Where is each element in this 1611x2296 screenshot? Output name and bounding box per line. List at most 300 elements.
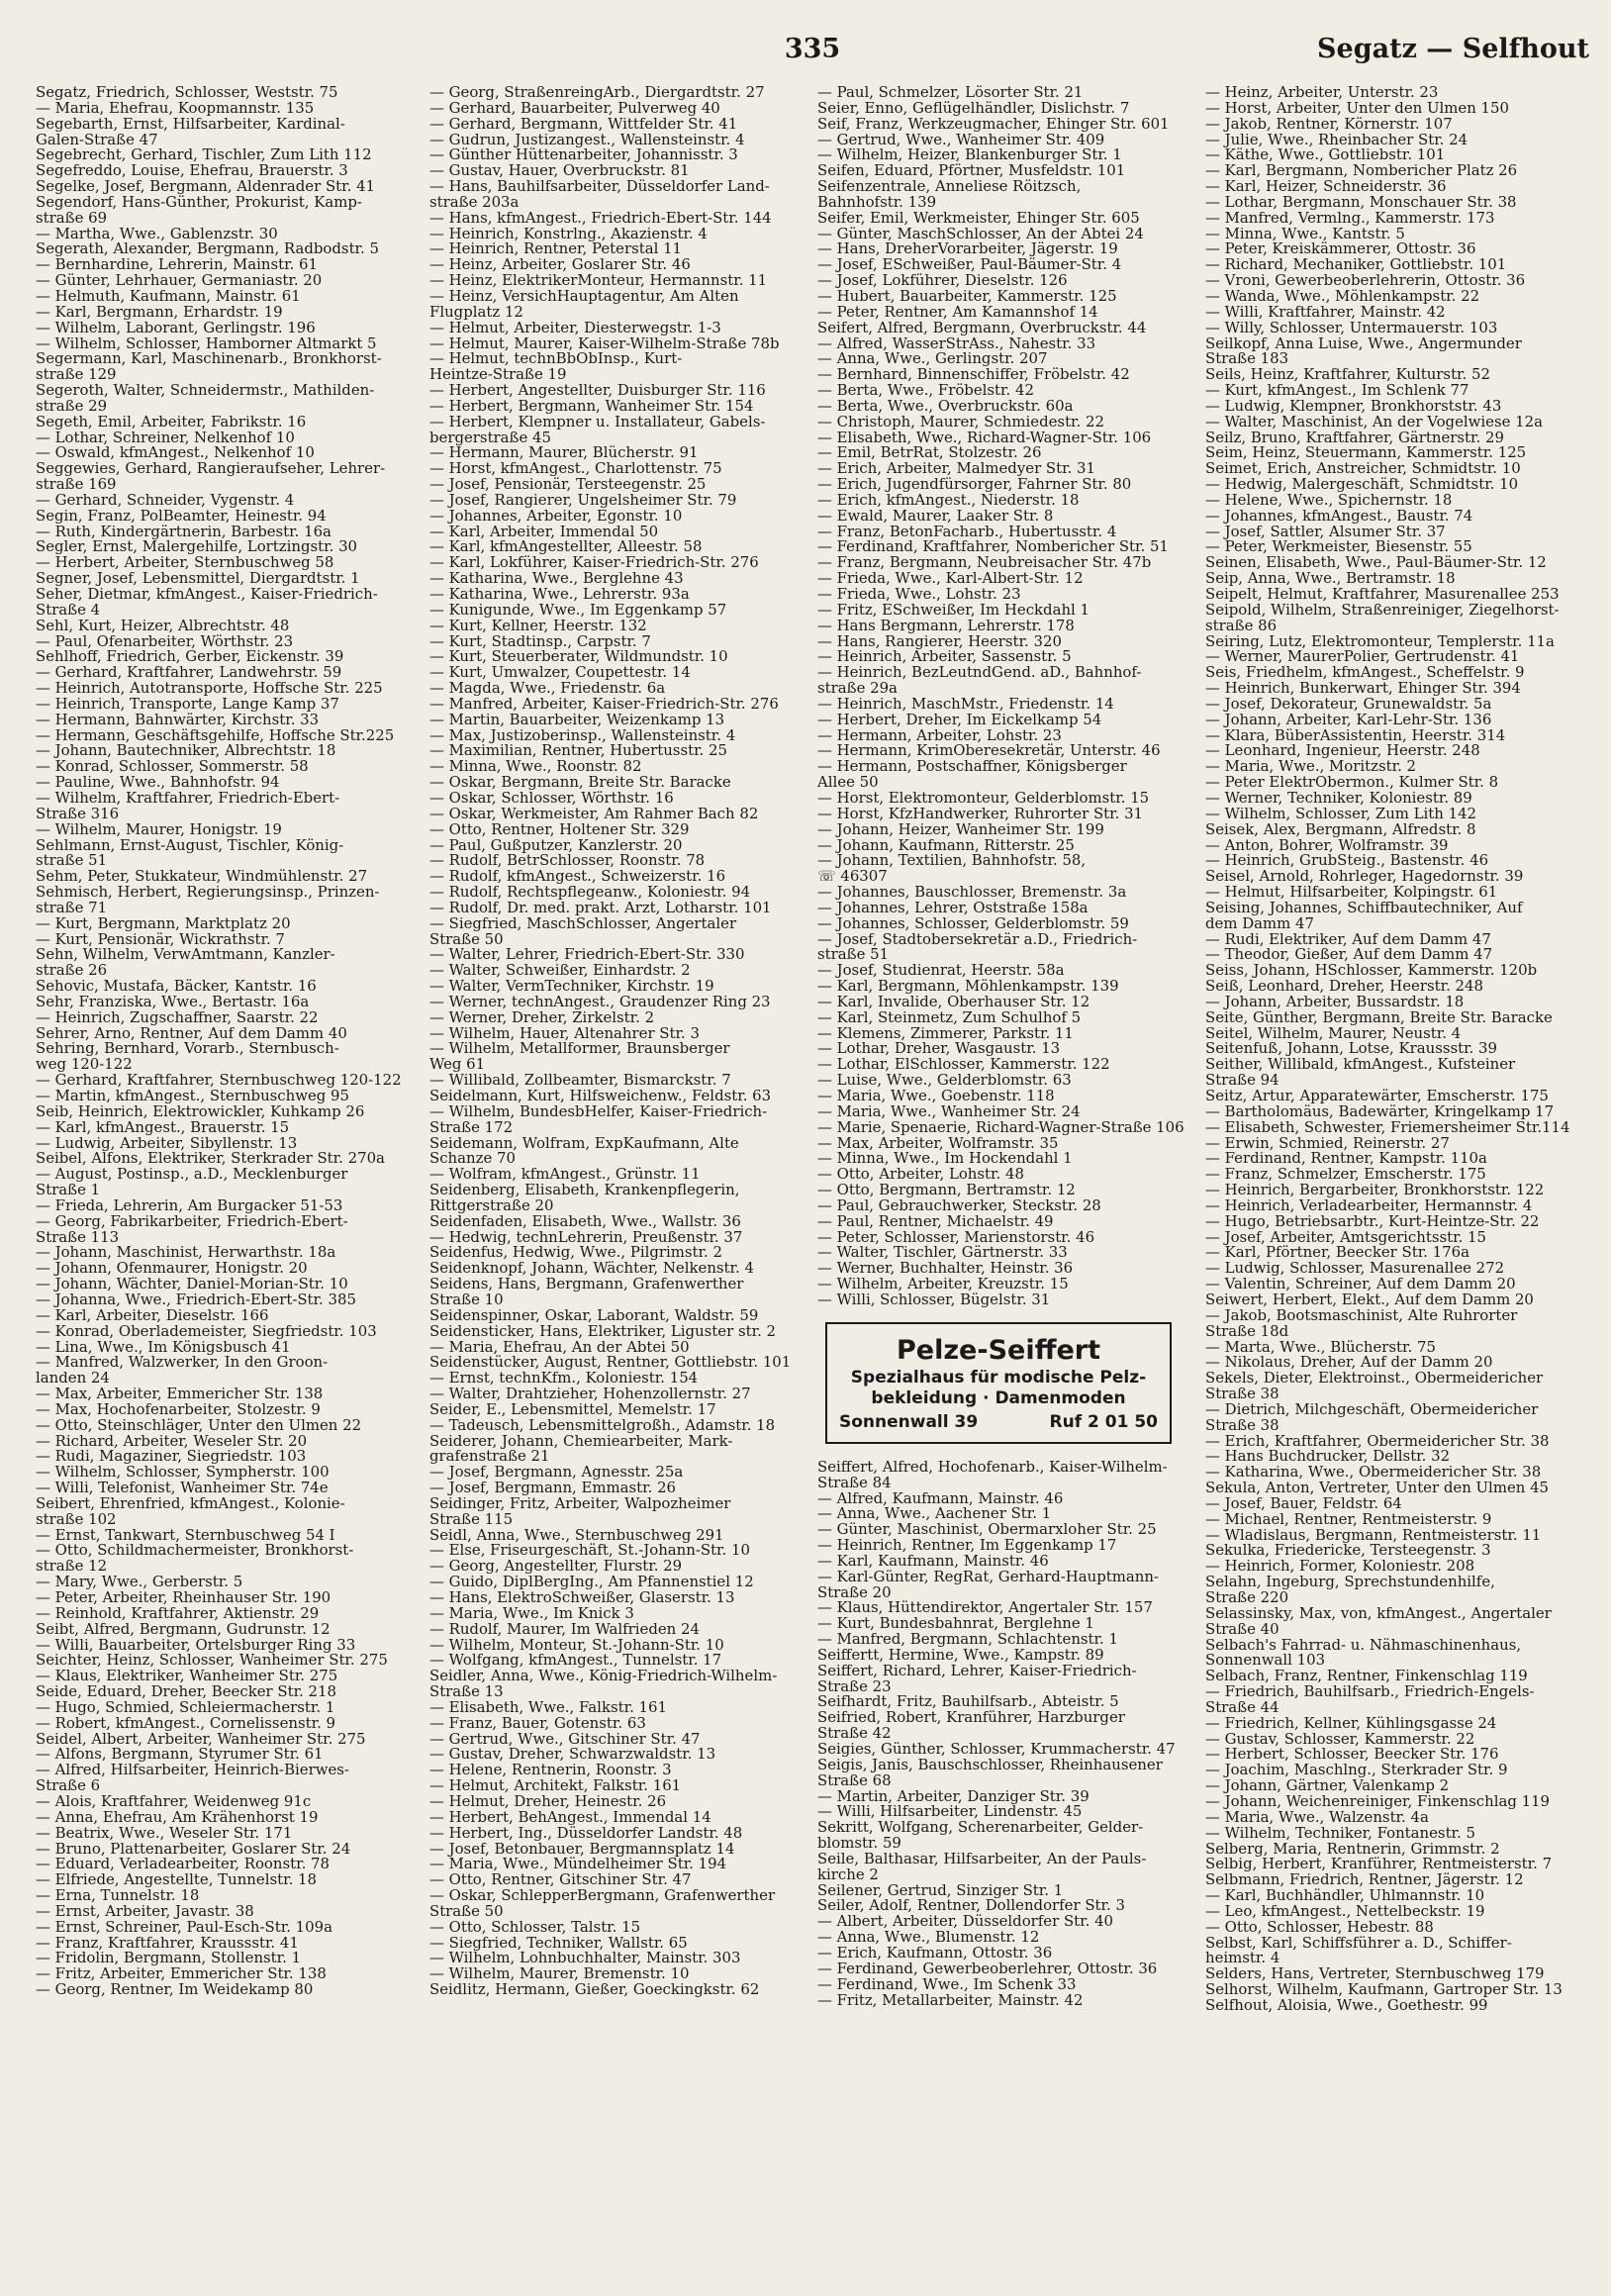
directory-entry: — Heinrich, Rentner, Im Eggenkamp 17 bbox=[817, 1538, 1117, 1554]
directory-entry: Seisel, Arnold, Rohrleger, Hagedornstr. 39 bbox=[1205, 869, 1524, 886]
directory-entry: Heintze-Straße 19 bbox=[429, 367, 567, 384]
directory-entry: — Franz, Bergmann, Neubreisacher Str. 47b bbox=[817, 555, 1152, 572]
directory-entry: — Herbert, Schlosser, Beecker Str. 176 bbox=[1205, 1747, 1499, 1764]
column-2 bbox=[424, 85, 811, 2282]
directory-entry: — Erich, Jugendfürsorger, Fahrner Str. 80 bbox=[817, 477, 1132, 493]
directory-entry: — Helmut, Dreher, Heinestr. 26 bbox=[429, 1793, 667, 1810]
directory-entry: — Bartholomäus, Badewärter, Kringelkamp 17 bbox=[1205, 1103, 1555, 1120]
directory-entry: — Berta, Wwe., Fröbelstr. 42 bbox=[817, 383, 1034, 399]
directory-entry: — Otto, Schlosser, Talstr. 15 bbox=[429, 1919, 641, 1936]
column-4 bbox=[1199, 85, 1587, 2282]
directory-entry: — Martha, Wwe., Gablenzstr. 30 bbox=[36, 226, 278, 242]
directory-entry: Sehr, Franziska, Wwe., Bertastr. 16a bbox=[36, 994, 310, 1010]
directory-entry: — Helmuth, Kaufmann, Mainstr. 61 bbox=[36, 288, 301, 305]
directory-entry: — Wilhelm, Laborant, Gerlingstr. 196 bbox=[36, 320, 316, 336]
directory-entry: Straße 20 bbox=[817, 1584, 892, 1601]
directory-entry: — Kurt, Stadtinsp., Carpstr. 7 bbox=[429, 633, 651, 650]
directory-entry: — Wilhelm, Schlosser, Hamborner Altmarkt 5 bbox=[36, 335, 377, 352]
directory-entry: Seidl, Anna, Wwe., Sternbuschweg 291 bbox=[429, 1527, 724, 1544]
directory-entry: — Alfred, Hilfsarbeiter, Heinrich-Bierwes- bbox=[36, 1763, 349, 1779]
directory-entry: — Ewald, Maurer, Laaker Str. 8 bbox=[817, 508, 1054, 525]
directory-entry: — Lothar, Bergmann, Monschauer Str. 38 bbox=[1205, 194, 1517, 211]
directory-entry: — Ernst, Schreiner, Paul-Esch-Str. 109a bbox=[36, 1919, 332, 1936]
directory-entry: — Otto, Schlosser, Hebestr. 88 bbox=[1205, 1919, 1434, 1936]
directory-entry: — Elisabeth, Wwe., Falkstr. 161 bbox=[429, 1699, 667, 1716]
directory-entry: — Johannes, Arbeiter, Egonstr. 10 bbox=[429, 508, 683, 525]
directory-entry: kirche 2 bbox=[817, 1866, 879, 1883]
directory-entry: — Siegfried, Techniker, Wallstr. 65 bbox=[429, 1935, 688, 1952]
directory-entry: — Bernhardine, Lehrerin, Mainstr. 61 bbox=[36, 257, 318, 274]
directory-entry: Seiler, Adolf, Rentner, Dollendorfer Str. 3 bbox=[817, 1898, 1125, 1915]
directory-entry: — Wilhelm, Techniker, Fontanestr. 5 bbox=[1205, 1825, 1475, 1842]
directory-entry: — Minna, Wwe., Im Hockendahl 1 bbox=[817, 1151, 1073, 1168]
directory-entry: — Günter, Maschinist, Obermarxloher Str. 25 bbox=[817, 1522, 1157, 1539]
directory-entry: — Ruth, Kindergärtnerin, Barbestr. 16a bbox=[36, 524, 332, 540]
directory-entry: Rittgerstraße 20 bbox=[429, 1197, 554, 1214]
directory-entry: — Walter, Lehrer, Friedrich-Ebert-Str. 330 bbox=[429, 947, 745, 964]
entry-columns bbox=[36, 85, 1589, 2282]
directory-entry: Selders, Hans, Vertreter, Sternbuschweg 179 bbox=[1205, 1966, 1545, 1983]
directory-entry: Seifenzentrale, Anneliese Röitzsch, bbox=[817, 179, 1082, 195]
directory-entry: — Johann, Wächter, Daniel-Morian-Str. 10 bbox=[36, 1277, 348, 1292]
directory-entry: Allee 50 bbox=[817, 775, 879, 791]
directory-entry: — Erich, Arbeiter, Malmedyer Str. 31 bbox=[817, 461, 1096, 478]
directory-entry: — Karl, Bergmann, Möhlenkampstr. 139 bbox=[817, 979, 1119, 995]
directory-entry: Seifer, Emil, Werkmeister, Ehinger Str. 605 bbox=[817, 210, 1140, 227]
directory-entry: — Johann, Maschinist, Herwarthstr. 18a bbox=[36, 1245, 336, 1262]
directory-entry: Sehring, Bernhard, Vorarb., Sternbusch- bbox=[36, 1041, 339, 1058]
directory-entry: — Herbert, Ing., Düsseldorfer Landstr. 48 bbox=[429, 1825, 743, 1842]
directory-entry: — Walter, Maschinist, An der Vogelwiese 12a bbox=[1205, 414, 1543, 430]
directory-entry: — Josef, Rangierer, Ungelsheimer Str. 79 bbox=[429, 492, 737, 509]
directory-entry: — Martin, Bauarbeiter, Weizenkamp 13 bbox=[429, 712, 725, 728]
directory-entry: — Hans, DreherVorarbeiter, Jägerstr. 19 bbox=[817, 241, 1118, 258]
directory-entry: — Alfons, Bergmann, Styrumer Str. 61 bbox=[36, 1747, 324, 1764]
directory-entry: — Hugo, Schmied, Schleiermacherstr. 1 bbox=[36, 1699, 335, 1716]
directory-entry: — Wilhelm, Maurer, Bremenstr. 10 bbox=[429, 1966, 690, 1983]
directory-entry: — Helene, Rentnerin, Roonstr. 3 bbox=[429, 1763, 672, 1779]
directory-entry: — Peter, Arbeiter, Rheinhauser Str. 190 bbox=[36, 1590, 332, 1606]
directory-entry: Straße 220 bbox=[1205, 1590, 1289, 1606]
directory-entry: — Rudolf, Maurer, Im Walfrieden 24 bbox=[429, 1621, 700, 1638]
directory-entry: — Katharina, Wwe., Lehrerstr. 93a bbox=[429, 587, 690, 603]
directory-entry: Seiwert, Herbert, Elekt., Auf dem Damm 20 bbox=[1205, 1292, 1534, 1308]
directory-entry: heimstr. 4 bbox=[1205, 1951, 1280, 1967]
directory-entry: Seidenfus, Hedwig, Wwe., Pilgrimstr. 2 bbox=[429, 1245, 722, 1262]
directory-entry: Seisek, Alex, Bergmann, Alfredstr. 8 bbox=[1205, 821, 1476, 838]
directory-entry: Straße 1 bbox=[36, 1183, 101, 1198]
directory-entry: — Magda, Wwe., Friedenstr. 6a bbox=[429, 681, 666, 697]
page-header bbox=[36, 30, 1589, 67]
directory-entry: Segeth, Emil, Arbeiter, Fabrikstr. 16 bbox=[36, 414, 307, 430]
directory-entry: dem Damm 47 bbox=[1205, 915, 1314, 932]
directory-entry: — Wilhelm, Kraftfahrer, Friedrich-Ebert- bbox=[36, 790, 340, 807]
directory-entry: Seilkopf, Anna Luise, Wwe., Angermunder bbox=[1205, 335, 1522, 352]
directory-entry: — Fritz, ESchweißer, Im Heckdahl 1 bbox=[817, 602, 1090, 619]
directory-entry: — Klaus, Hüttendirektor, Angertaler Str. 157 bbox=[817, 1600, 1153, 1617]
directory-entry: — Gudrun, Justizangest., Wallensteinstr. 4 bbox=[429, 132, 745, 148]
directory-entry: Seimet, Erich, Anstreicher, Schmidtstr. 10 bbox=[1205, 461, 1521, 478]
directory-entry: — Oswald, kfmAngest., Nelkenhof 10 bbox=[36, 445, 315, 462]
directory-entry: Seidensticker, Hans, Elektriker, Liguster str. 2 bbox=[429, 1323, 777, 1340]
directory-entry: Segin, Franz, PolBeamter, Heinestr. 94 bbox=[36, 508, 327, 525]
directory-entry: — Lothar, Dreher, Wasgaustr. 13 bbox=[817, 1041, 1061, 1058]
directory-entry: Seitz, Artur, Apparatewärter, Emscherstr. 175 bbox=[1205, 1089, 1549, 1104]
directory-entry: — Herbert, Dreher, Im Eickelkamp 54 bbox=[817, 712, 1102, 728]
directory-entry: — Klemens, Zimmerer, Parkstr. 11 bbox=[817, 1025, 1074, 1042]
directory-entry: — Dietrich, Milchgeschäft, Obermeidericher bbox=[1205, 1401, 1539, 1418]
directory-entry: Straße 23 bbox=[817, 1678, 892, 1695]
directory-entry: — Maria, Wwe., Walzenstr. 4a bbox=[1205, 1809, 1429, 1826]
directory-entry: — Katharina, Wwe., Obermeidericher Str. 38 bbox=[1205, 1465, 1542, 1482]
directory-entry: — Maria, Ehefrau, Koopmannstr. 135 bbox=[36, 100, 315, 117]
directory-entry: — Karl, kfmAngest., Brauerstr. 15 bbox=[36, 1119, 290, 1136]
directory-entry: — Josef, Stadtobersekretär a.D., Friedrich- bbox=[817, 931, 1138, 948]
directory-entry: — Klara, BüberAssistentin, Heerstr. 314 bbox=[1205, 727, 1506, 744]
directory-entry: straße 29a bbox=[817, 681, 898, 697]
directory-entry: landen 24 bbox=[36, 1371, 110, 1387]
directory-entry: — Josef, Studienrat, Heerstr. 58a bbox=[817, 963, 1065, 980]
directory-entry: — Willibald, Zollbeamter, Bismarckstr. 7 bbox=[429, 1073, 731, 1089]
directory-entry: — Hermann, Postschaffner, Königsberger bbox=[817, 759, 1127, 776]
directory-entry: — Anna, Wwe., Aachener Str. 1 bbox=[817, 1506, 1052, 1523]
directory-entry: — Wolfgang, kfmAngest., Tunnelstr. 17 bbox=[429, 1653, 722, 1670]
directory-entry: — Johann, Textilien, Bahnhofstr. 58, bbox=[817, 853, 1087, 870]
directory-entry: — Hermann, Arbeiter, Lohstr. 23 bbox=[817, 727, 1062, 744]
ad-phone: Ruf 2 01 50 bbox=[1049, 1411, 1158, 1432]
directory-entry: Segendorf, Hans-Günther, Prokurist, Kamp- bbox=[36, 194, 362, 211]
directory-entry: — Karl, Arbeiter, Dieselstr. 166 bbox=[36, 1307, 269, 1324]
directory-entry: — Frieda, Wwe., Lohstr. 23 bbox=[817, 587, 1021, 603]
directory-entry: — Karl, Pförtner, Beecker Str. 176a bbox=[1205, 1245, 1469, 1262]
directory-entry: — Heinrich, MaschMstr., Friedenstr. 14 bbox=[817, 696, 1114, 713]
directory-entry: straße 86 bbox=[1205, 618, 1278, 634]
directory-entry: — Johannes, Schlosser, Gelderblomstr. 59 bbox=[817, 915, 1129, 932]
directory-entry: — Kurt, kfmAngest., Im Schlenk 77 bbox=[1205, 383, 1469, 399]
directory-entry: Seising, Johannes, Schiffbautechniker, Auf bbox=[1205, 900, 1523, 916]
directory-entry: — Manfred, Walzwerker, In den Groon- bbox=[36, 1355, 329, 1372]
directory-entry: Straße 38 bbox=[1205, 1417, 1279, 1434]
directory-entry: — Hans, kfmAngest., Friedrich-Ebert-Str. 144 bbox=[429, 210, 772, 227]
directory-entry: — Rudi, Elektriker, Auf dem Damm 47 bbox=[1205, 931, 1491, 948]
directory-entry: Straße 50 bbox=[429, 1903, 504, 1920]
directory-entry: — Minna, Wwe., Kantstr. 5 bbox=[1205, 226, 1405, 242]
directory-entry: Straße 42 bbox=[817, 1726, 892, 1742]
directory-entry: Seiring, Lutz, Elektromonteur, Templerstr. 11a bbox=[1205, 633, 1555, 650]
directory-entry: Seile, Balthasar, Hilfsarbeiter, An der Pauls- bbox=[817, 1851, 1147, 1867]
directory-entry: Weg 61 bbox=[429, 1057, 486, 1074]
directory-entry: — Gustav, Schlosser, Kammerstr. 22 bbox=[1205, 1731, 1475, 1748]
directory-entry: straße 51 bbox=[817, 947, 890, 964]
directory-entry: — Franz, Schmelzer, Emscherstr. 175 bbox=[1205, 1167, 1486, 1184]
directory-entry: — Nikolaus, Dreher, Auf der Damm 20 bbox=[1205, 1355, 1493, 1372]
directory-entry: Segebrecht, Gerhard, Tischler, Zum Lith 112 bbox=[36, 147, 372, 164]
directory-entry: — Rudolf, kfmAngest., Schweizerstr. 16 bbox=[429, 869, 726, 886]
directory-entry: straße 169 bbox=[36, 477, 117, 493]
directory-entry: — Johann, Heizer, Wanheimer Str. 199 bbox=[817, 821, 1104, 838]
directory-entry: Seim, Heinz, Steuermann, Kammerstr. 125 bbox=[1205, 445, 1527, 462]
directory-entry: — Johann, Gärtner, Valenkamp 2 bbox=[1205, 1778, 1450, 1794]
directory-entry: Segelke, Josef, Bergmann, Aldenrader Str. 41 bbox=[36, 179, 376, 195]
directory-entry: — Gerhard, Bauarbeiter, Pulverweg 40 bbox=[429, 100, 720, 117]
directory-entry: — Erwin, Schmied, Reinerstr. 27 bbox=[1205, 1135, 1450, 1152]
directory-entry: Segner, Josef, Lebensmittel, Diergardtstr. 1 bbox=[36, 571, 360, 587]
directory-entry: — Wilhelm, Heizer, Blankenburger Str. 1 bbox=[817, 147, 1122, 164]
directory-entry: — Wilhelm, BundesbHelfer, Kaiser-Friedrich- bbox=[429, 1103, 768, 1120]
directory-entry: — Karl, Heizer, Schneiderstr. 36 bbox=[1205, 179, 1447, 195]
directory-entry: — Erich, Kraftfahrer, Obermeidericher Str. 38 bbox=[1205, 1433, 1550, 1450]
directory-entry: — Josef, Bauer, Feldstr. 64 bbox=[1205, 1495, 1402, 1512]
directory-entry: — Hans Buchdrucker, Dellstr. 32 bbox=[1205, 1449, 1451, 1466]
directory-entry: — Wilhelm, Arbeiter, Kreuzstr. 15 bbox=[817, 1277, 1069, 1292]
directory-entry: — Kurt, Steuerberater, Wildmundstr. 10 bbox=[429, 649, 728, 666]
directory-entry: — Max, Arbeiter, Emmericher Str. 138 bbox=[36, 1387, 324, 1402]
directory-entry: Seidinger, Fritz, Arbeiter, Walpozheimer bbox=[429, 1495, 731, 1512]
directory-entry: Sekula, Anton, Vertreter, Unter den Ulmen 45 bbox=[1205, 1481, 1550, 1496]
directory-entry: Selassinsky, Max, von, kfmAngest., Angertaler bbox=[1205, 1605, 1552, 1622]
directory-entry: — Peter, Kreiskämmerer, Ottostr. 36 bbox=[1205, 241, 1476, 258]
directory-entry: — Wladislaus, Bergmann, Rentmeisterstr. 11 bbox=[1205, 1527, 1542, 1544]
directory-entry: Sekels, Dieter, Elektroinst., Obermeidericher bbox=[1205, 1371, 1544, 1387]
directory-entry: — Fritz, Metallarbeiter, Mainstr. 42 bbox=[817, 1992, 1084, 2009]
directory-entry: — Karl, Lokführer, Kaiser-Friedrich-Str. 276 bbox=[429, 555, 759, 572]
directory-entry: — Karl, Buchhändler, Uhlmannstr. 10 bbox=[1205, 1888, 1485, 1904]
directory-entry: — Lina, Wwe., Im Königsbusch 41 bbox=[36, 1339, 291, 1356]
directory-entry: Seigies, Günther, Schlosser, Krummacherstr. 47 bbox=[817, 1742, 1176, 1758]
directory-entry: — Reinhold, Kraftfahrer, Aktienstr. 29 bbox=[36, 1605, 320, 1622]
directory-entry: — Bernhard, Binnenschiffer, Fröbelstr. 42 bbox=[817, 367, 1130, 384]
directory-entry: Segefreddo, Louise, Ehefrau, Brauerstr. 3 bbox=[36, 163, 348, 180]
directory-entry: — Wilhelm, Metallformer, Braunsberger bbox=[429, 1041, 730, 1058]
ad-address: Sonnenwall 39 bbox=[839, 1411, 979, 1432]
directory-entry: Seigis, Janis, Bauschschlosser, Rheinhausener bbox=[817, 1757, 1163, 1773]
directory-entry: — Josef, Lokführer, Dieselstr. 126 bbox=[817, 273, 1068, 289]
directory-entry: — Elfriede, Angestellte, Tunnelstr. 18 bbox=[36, 1872, 317, 1889]
directory-entry: — Heinrich, Rentner, Peterstal 11 bbox=[429, 241, 683, 258]
directory-entry: Selbmann, Friedrich, Rentner, Jägerstr. 12 bbox=[1205, 1872, 1524, 1889]
directory-entry: — Ferdinand, Gewerbeoberlehrer, Ottostr. 36 bbox=[817, 1961, 1158, 1977]
directory-entry: — Otto, Schildmachermeister, Bronkhorst- bbox=[36, 1543, 354, 1560]
directory-entry: — Guido, DiplBergIng., Am Pfannenstiel 12 bbox=[429, 1575, 754, 1590]
directory-entry: — Lothar, ElSchlosser, Kammerstr. 122 bbox=[817, 1057, 1110, 1074]
directory-entry: — Paul, Gußputzer, Kanzlerstr. 20 bbox=[429, 837, 683, 854]
directory-entry: Sekritt, Wolfgang, Scherenarbeiter, Gelder- bbox=[817, 1820, 1144, 1837]
directory-entry: — Wilhelm, Monteur, St.-Johann-Str. 10 bbox=[429, 1637, 724, 1654]
directory-entry: — Walter, VermTechniker, Kirchstr. 19 bbox=[429, 979, 714, 995]
directory-entry: Seinen, Elisabeth, Wwe., Paul-Bäumer-Str. 12 bbox=[1205, 555, 1547, 572]
directory-entry: — Leonhard, Ingenieur, Heerstr. 248 bbox=[1205, 743, 1480, 760]
directory-entry: — Heinrich, Zugschaffner, Saarstr. 22 bbox=[36, 1009, 319, 1026]
directory-entry: — Paul, Gebrauchwerker, Steckstr. 28 bbox=[817, 1197, 1101, 1214]
directory-entry: Seipold, Wilhelm, Straßenreiniger, Ziegelhorst- bbox=[1205, 602, 1560, 619]
directory-entry: — Johannes, Lehrer, Oststraße 158a bbox=[817, 900, 1089, 916]
directory-entry: — Hermann, KrimOberesekretär, Unterstr. 46 bbox=[817, 743, 1161, 760]
directory-entry: — Wilhelm, Lohnbuchhalter, Mainstr. 303 bbox=[429, 1951, 741, 1967]
directory-entry: — Otto, Arbeiter, Lohstr. 48 bbox=[817, 1167, 1024, 1184]
directory-entry: Straße 4 bbox=[36, 602, 101, 619]
directory-entry: — Hans, Bauhilfsarbeiter, Düsseldorfer Land- bbox=[429, 179, 770, 195]
directory-entry: Straße 84 bbox=[817, 1475, 892, 1491]
directory-entry: — Ludwig, Schlosser, Masurenallee 272 bbox=[1205, 1261, 1505, 1278]
directory-entry: — Wilhelm, Schlosser, Sympherstr. 100 bbox=[36, 1465, 330, 1482]
directory-entry: — Wilhelm, Maurer, Honigstr. 19 bbox=[36, 821, 282, 838]
directory-entry: — Gustav, Dreher, Schwarzwaldstr. 13 bbox=[429, 1747, 716, 1764]
directory-entry: — Heinrich, Konstrlng., Akazienstr. 4 bbox=[429, 226, 708, 242]
directory-entry: — Karl, Steinmetz, Zum Schulhof 5 bbox=[817, 1009, 1082, 1026]
directory-entry: ☏ 46307 bbox=[817, 869, 888, 886]
directory-entry: — Richard, Arbeiter, Weseler Str. 20 bbox=[36, 1433, 308, 1450]
directory-entry: — Elisabeth, Schwester, Friemersheimer Str.114 bbox=[1205, 1119, 1570, 1136]
directory-entry: — Ludwig, Arbeiter, Sibyllenstr. 13 bbox=[36, 1135, 298, 1152]
directory-entry: — Eduard, Verladearbeiter, Roonstr. 78 bbox=[36, 1857, 331, 1873]
directory-entry: Seitenfuß, Johann, Lotse, Kraussstr. 39 bbox=[1205, 1041, 1497, 1058]
directory-entry: — Fritz, Arbeiter, Emmericher Str. 138 bbox=[36, 1966, 327, 1983]
directory-entry: Galen-Straße 47 bbox=[36, 132, 158, 148]
page-number: 335 bbox=[784, 34, 841, 64]
directory-entry: — Rudi, Magaziner, Siegriedstr. 103 bbox=[36, 1449, 307, 1466]
directory-entry: — Hermann, Geschäftsgehilfe, Hoffsche Str.225 bbox=[36, 727, 395, 744]
directory-entry: — Bruno, Plattenarbeiter, Goslarer Str. 24 bbox=[36, 1841, 351, 1858]
directory-entry: Seggewies, Gerhard, Rangieraufseher, Lehrer- bbox=[36, 461, 386, 478]
directory-entry: — Herbert, Klempner u. Installateur, Gabels- bbox=[429, 414, 766, 430]
directory-entry: — Alois, Kraftfahrer, Weidenweg 91c bbox=[36, 1793, 312, 1810]
directory-entry: Seifert, Alfred, Bergmann, Overbruckstr. 44 bbox=[817, 320, 1147, 336]
directory-entry: — Anna, Ehefrau, Am Krähenhorst 19 bbox=[36, 1809, 319, 1826]
directory-entry: — Anton, Bohrer, Wolframstr. 39 bbox=[1205, 837, 1449, 854]
directory-entry: — Siegfried, MaschSchlosser, Angertaler bbox=[429, 915, 737, 932]
directory-entry: — Heinrich, Bergarbeiter, Bronkhorststr. 122 bbox=[1205, 1183, 1545, 1198]
directory-entry: — Josef, Bergmann, Emmastr. 26 bbox=[429, 1481, 677, 1496]
directory-entry: — Helmut, Hilfsarbeiter, Kolpingstr. 61 bbox=[1205, 885, 1498, 901]
directory-entry: — Manfred, Arbeiter, Kaiser-Friedrich-Str. 276 bbox=[429, 696, 779, 713]
directory-entry: — Josef, Arbeiter, Amtsgerichtsstr. 15 bbox=[1205, 1229, 1486, 1246]
directory-entry: — Helmut, Architekt, Falkstr. 161 bbox=[429, 1778, 682, 1794]
directory-entry: — Hans, Rangierer, Heerstr. 320 bbox=[817, 633, 1062, 650]
directory-entry: — Gerhard, Bergmann, Wittfelder Str. 41 bbox=[429, 116, 738, 133]
directory-entry: — Maria, Wwe., Moritzstr. 2 bbox=[1205, 759, 1417, 776]
directory-entry: — Gerhard, Kraftfahrer, Landwehrstr. 59 bbox=[36, 665, 342, 682]
directory-entry: — Otto, Bergmann, Bertramstr. 12 bbox=[817, 1183, 1076, 1198]
advertisement-box bbox=[825, 1322, 1172, 1444]
directory-entry: — Kunigunde, Wwe., Im Eggenkamp 57 bbox=[429, 602, 727, 619]
directory-entry: — Herbert, Bergmann, Wanheimer Str. 154 bbox=[429, 398, 754, 415]
directory-entry: Segeroth, Walter, Schneidermstr., Mathilden- bbox=[36, 383, 375, 399]
column-3 bbox=[811, 85, 1199, 2282]
directory-entry: — Helmut, Maurer, Kaiser-Wilhelm-Straße 78b bbox=[429, 335, 780, 352]
directory-entry: — Erich, Kaufmann, Ottostr. 36 bbox=[817, 1945, 1053, 1961]
directory-entry: — Walter, Tischler, Gärtnerstr. 33 bbox=[817, 1245, 1068, 1262]
directory-entry: Seidlitz, Hermann, Gießer, Goeckingkstr. 62 bbox=[429, 1982, 760, 1998]
directory-entry: — Willi, Bauarbeiter, Ortelsburger Ring 33 bbox=[36, 1637, 356, 1654]
directory-entry: Sonnenwall 103 bbox=[1205, 1653, 1326, 1670]
directory-entry: — Konrad, Schlosser, Sommerstr. 58 bbox=[36, 759, 309, 776]
directory-entry: Seifried, Robert, Kranführer, Harzburger bbox=[817, 1710, 1125, 1727]
directory-entry: — Maria, Ehefrau, An der Abtei 50 bbox=[429, 1339, 690, 1356]
directory-entry: — Werner, technAngest., Graudenzer Ring 23 bbox=[429, 994, 771, 1010]
directory-entry: Straße 115 bbox=[429, 1511, 514, 1528]
directory-entry: — Beatrix, Wwe., Weseler Str. 171 bbox=[36, 1825, 293, 1842]
directory-entry: — Julie, Wwe., Rheinbacher Str. 24 bbox=[1205, 132, 1469, 148]
directory-entry: straße 69 bbox=[36, 210, 108, 227]
directory-entry: — Maria, Wwe., Goebenstr. 118 bbox=[817, 1089, 1055, 1104]
directory-entry: Bahnhofstr. 139 bbox=[817, 194, 937, 211]
directory-entry: — Paul, Ofenarbeiter, Wörthstr. 23 bbox=[36, 633, 294, 650]
directory-entry: — Josef, Dekorateur, Grunewaldstr. 5a bbox=[1205, 696, 1492, 713]
directory-entry: — Willy, Schlosser, Untermauerstr. 103 bbox=[1205, 320, 1498, 336]
directory-entry: Seib, Heinrich, Elektrowickler, Kuhkamp 26 bbox=[36, 1103, 365, 1120]
directory-entry: — Gertrud, Wwe., Wanheimer Str. 409 bbox=[817, 132, 1105, 148]
directory-entry: Straße 183 bbox=[1205, 351, 1289, 368]
directory-entry: — Manfred, Bergmann, Schlachtenstr. 1 bbox=[817, 1632, 1118, 1648]
directory-entry: — Johann, Ofenmaurer, Honigstr. 20 bbox=[36, 1261, 308, 1278]
directory-entry: Seidenberg, Elisabeth, Krankenpflegerin, bbox=[429, 1183, 740, 1198]
directory-entry: Sehlhoff, Friedrich, Gerber, Eickenstr. 39 bbox=[36, 649, 344, 666]
directory-entry: Sehmisch, Herbert, Regierungsinsp., Prinzen- bbox=[36, 885, 380, 901]
directory-entry: — Maria, Wwe., Im Knick 3 bbox=[429, 1605, 634, 1622]
directory-entry: — Erich, kfmAngest., Niederstr. 18 bbox=[817, 492, 1080, 509]
directory-entry: straße 129 bbox=[36, 367, 117, 384]
directory-entry: — Jakob, Bootsmaschinist, Alte Ruhrorter bbox=[1205, 1307, 1518, 1324]
directory-entry: Seither, Willibald, kfmAngest., Kufsteiner bbox=[1205, 1057, 1516, 1074]
directory-entry: Segerath, Alexander, Bergmann, Radbodstr. 5 bbox=[36, 241, 379, 258]
directory-entry: — Christoph, Maurer, Schmiedestr. 22 bbox=[817, 414, 1104, 430]
directory-entry: Seis, Friedhelm, kfmAngest., Scheffelstr. 9 bbox=[1205, 665, 1525, 682]
ad-line: Spezialhaus für modische Pelz- bbox=[850, 1367, 1147, 1387]
directory-entry: — Ernst, Tankwart, Sternbuschweg 54 I bbox=[36, 1527, 335, 1544]
directory-entry: — Ferdinand, Wwe., Im Schenk 33 bbox=[817, 1976, 1077, 1993]
directory-entry: — Horst, kfmAngest., Charlottenstr. 75 bbox=[429, 461, 722, 478]
directory-entry: — Karl, Kaufmann, Mainstr. 46 bbox=[817, 1553, 1049, 1570]
directory-entry: Selbst, Karl, Schiffsführer a. D., Schiffer- bbox=[1205, 1935, 1512, 1952]
directory-entry: Seidelmann, Kurt, Hilfsweichenw., Feldstr. 63 bbox=[429, 1089, 772, 1104]
directory-entry: — Heinrich, Autotransporte, Hoffsche Str. 225 bbox=[36, 681, 383, 697]
directory-entry: — Paul, Schmelzer, Lösorter Str. 21 bbox=[817, 85, 1084, 101]
directory-entry: — Hans Bergmann, Lehrerstr. 178 bbox=[817, 618, 1075, 634]
directory-entry: — Johannes, Bauschlosser, Bremenstr. 3a bbox=[817, 885, 1127, 901]
directory-entry: straße 26 bbox=[36, 963, 108, 980]
directory-entry: — Gustav, Hauer, Overbruckstr. 81 bbox=[429, 163, 690, 180]
directory-entry: Seilz, Bruno, Kraftfahrer, Gärtnerstr. 29 bbox=[1205, 430, 1504, 446]
directory-entry: Straße 40 bbox=[1205, 1621, 1279, 1638]
directory-entry: — Heinrich, GrubSteig., Bastenstr. 46 bbox=[1205, 853, 1489, 870]
directory-entry: — Heinrich, Arbeiter, Sassenstr. 5 bbox=[817, 649, 1072, 666]
directory-entry: Selberg, Maria, Rentnerin, Grimmstr. 2 bbox=[1205, 1841, 1500, 1858]
directory-entry: — Heinrich, BezLeutndGend. aD., Bahnhof- bbox=[817, 665, 1142, 682]
directory-entry: — Hugo, Betriebsarbtr., Kurt-Heintze-Str. 22 bbox=[1205, 1213, 1540, 1230]
directory-entry: Seitel, Wilhelm, Maurer, Neustr. 4 bbox=[1205, 1025, 1462, 1042]
directory-entry: — Wilhelm, Hauer, Altenahrer Str. 3 bbox=[429, 1025, 700, 1042]
directory-entry: blomstr. 59 bbox=[817, 1836, 901, 1852]
directory-entry: Seiffert, Alfred, Hochofenarb., Kaiser-Wilhelm- bbox=[817, 1459, 1168, 1476]
directory-entry: Seidenstücker, August, Rentner, Gottliebstr. 101 bbox=[429, 1355, 792, 1372]
directory-entry: — Günter, Lehrhauer, Germaniastr. 20 bbox=[36, 273, 323, 289]
directory-entry: — Otto, Rentner, Gitschiner Str. 47 bbox=[429, 1872, 692, 1889]
directory-entry: — Peter, Schlosser, Marienstorstr. 46 bbox=[817, 1229, 1095, 1246]
directory-entry: — Albert, Arbeiter, Düsseldorfer Str. 40 bbox=[817, 1914, 1114, 1931]
directory-entry: Selbach, Franz, Rentner, Finkenschlag 119 bbox=[1205, 1669, 1528, 1685]
directory-entry: Seif, Franz, Werkzeugmacher, Ehinger Str. 601 bbox=[817, 116, 1170, 133]
directory-entry: — Joachim, Maschlng., Sterkrader Str. 9 bbox=[1205, 1763, 1508, 1779]
directory-entry: — Josef, Sattler, Alsumer Str. 37 bbox=[1205, 524, 1446, 540]
directory-entry: straße 12 bbox=[36, 1559, 108, 1576]
directory-entry: — Minna, Wwe., Roonstr. 82 bbox=[429, 759, 642, 776]
directory-entry: Seier, Enno, Geflügelhändler, Dislichstr. 7 bbox=[817, 100, 1130, 117]
directory-entry: — Peter, Werkmeister, Biesenstr. 55 bbox=[1205, 539, 1472, 556]
directory-entry: Straße 172 bbox=[429, 1119, 514, 1136]
directory-entry: — Kurt, Bergmann, Marktplatz 20 bbox=[36, 915, 291, 932]
directory-entry: Sekulka, Friedericke, Tersteegenstr. 3 bbox=[1205, 1543, 1491, 1560]
directory-entry: — Heinz, ElektrikerMonteur, Hermannstr. 11 bbox=[429, 273, 768, 289]
